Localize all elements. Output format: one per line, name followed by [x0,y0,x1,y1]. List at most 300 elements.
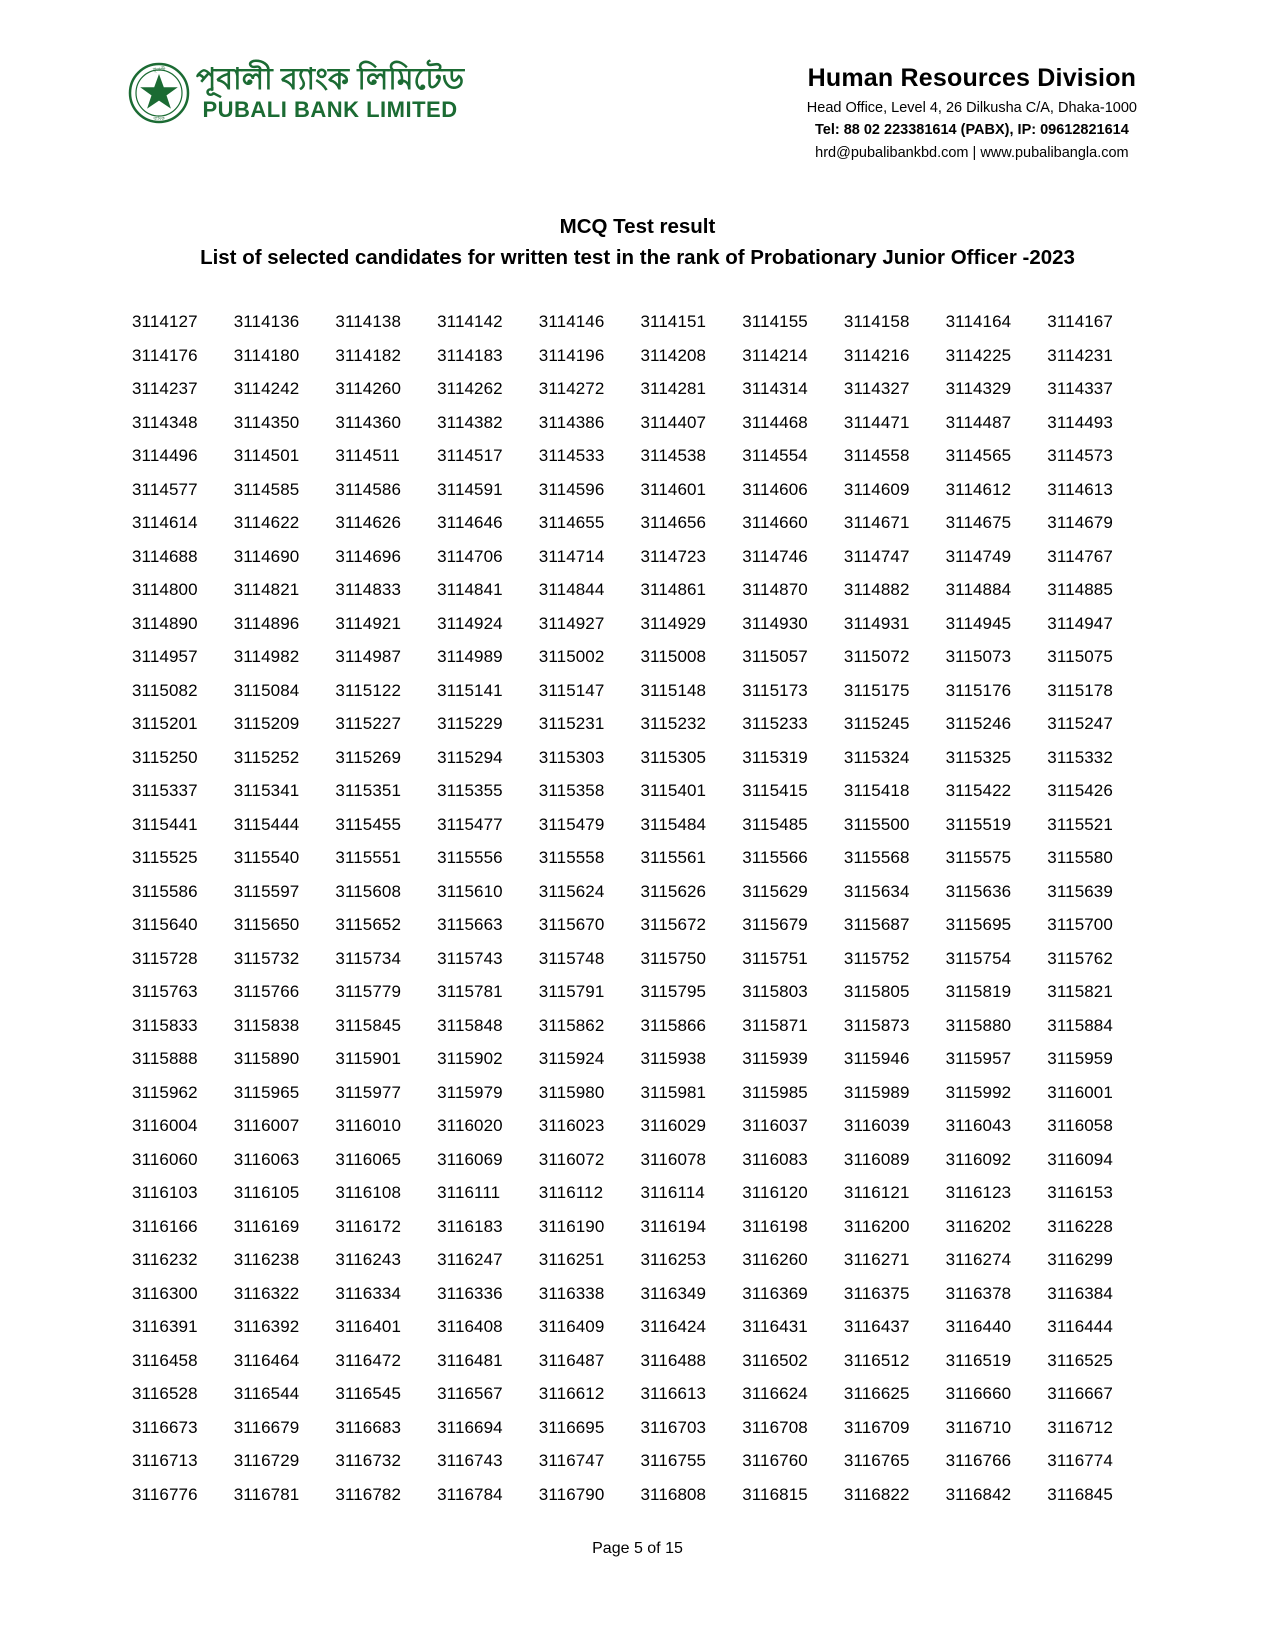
roll-number: 3115890 [233,1049,300,1069]
roll-number: 3116274 [945,1250,1012,1270]
roll-number: 3115626 [640,881,707,901]
roll-number: 3115422 [945,781,1012,801]
roll-number: 3115247 [1047,714,1113,734]
roll-number: 3114706 [437,546,503,566]
roll-number: 3116039 [843,1116,910,1136]
roll-number: 3116712 [1047,1417,1113,1437]
roll-number: 3115229 [437,714,503,734]
roll-number: 3116198 [742,1216,808,1236]
bank-logo [120,62,464,124]
roll-number: 3114586 [335,479,402,499]
roll-number: 3115351 [335,781,402,801]
roll-number: 3114272 [538,379,605,399]
roll-number: 3116774 [1047,1451,1113,1471]
roll-number: 3116094 [1047,1149,1113,1169]
roll-number: 3114565 [945,446,1012,466]
roll-number: 3115763 [132,982,198,1002]
roll-number: 3114688 [132,546,198,566]
page-subtitle: List of selected candidates for written test in the rank of Probationary Junior Officer -2023 [200,246,1075,270]
roll-number: 3115415 [742,781,808,801]
bank-logo-text [196,65,464,121]
roll-number: 3115232 [640,714,707,734]
roll-number: 3114930 [742,613,808,633]
roll-number: 3114844 [538,580,605,600]
roll-number: 3114896 [233,613,300,633]
roll-number: 3114471 [843,412,910,432]
roll-number: 3115610 [437,881,503,901]
roll-number: 3115341 [233,781,300,801]
roll-number: 3115985 [742,1082,808,1102]
roll-number: 3116253 [640,1250,707,1270]
roll-number: 3116103 [132,1183,198,1203]
roll-number: 3116784 [437,1484,503,1504]
bank-name-english: PUBALI BANK LIMITED [202,97,458,122]
page-footer [0,1540,1275,1558]
roll-number: 3114800 [132,580,198,600]
roll-number: 3114146 [538,312,605,332]
roll-number: 3114142 [437,312,503,332]
roll-number: 3115884 [1047,1015,1113,1035]
roll-number: 3115147 [538,680,605,700]
roll-number: 3116200 [843,1216,910,1236]
roll-number: 3116528 [132,1384,198,1404]
roll-number: 3115484 [640,814,707,834]
roll-number: 3115779 [335,982,402,1002]
roll-number: 3116300 [132,1283,198,1303]
roll-number: 3116612 [538,1384,605,1404]
roll-number: 3116625 [843,1384,910,1404]
roll-number: 3116121 [843,1183,910,1203]
roll-number: 3115231 [538,714,605,734]
roll-number: 3115444 [233,814,300,834]
roll-number: 3116065 [335,1149,402,1169]
roll-number: 3115732 [233,948,300,968]
roll-number: 3115624 [538,881,605,901]
roll-number: 3116747 [538,1451,605,1471]
roll-number: 3116766 [945,1451,1012,1471]
roll-number: 3116781 [233,1484,300,1504]
roll-number: 3115540 [233,848,300,868]
roll-number: 3114655 [538,513,605,533]
roll-number: 3116004 [132,1116,198,1136]
roll-number: 3116114 [640,1183,705,1203]
roll-number: 3114127 [132,312,198,332]
roll-number: 3116703 [640,1417,707,1437]
roll-number: 3114656 [640,513,707,533]
roll-number: 3114517 [437,446,503,466]
roll-number: 3114622 [233,513,300,533]
svg-text:পূবালী: পূবালী [152,67,166,73]
roll-number: 3116112 [538,1183,604,1203]
roll-number: 3115977 [335,1082,402,1102]
roll-number: 3116695 [538,1417,605,1437]
roll-number: 3114493 [1047,412,1113,432]
roll-number: 3115751 [742,948,808,968]
roll-number: 3115679 [742,915,808,935]
roll-number: 3116502 [742,1350,808,1370]
roll-number: 3114821 [233,580,300,600]
roll-number: 3114242 [233,379,300,399]
roll-number: 3114183 [437,345,503,365]
roll-number: 3115227 [335,714,402,734]
roll-number: 3114924 [437,613,503,633]
roll-number: 3116271 [843,1250,910,1270]
roll-number: 3116815 [742,1484,808,1504]
roll-number: 3115002 [538,647,605,667]
roll-number: 3116842 [945,1484,1012,1504]
roll-number: 3116060 [132,1149,198,1169]
roll-number: 3116072 [538,1149,605,1169]
roll-number: 3114231 [1047,345,1113,365]
roll-number: 3116743 [437,1451,503,1471]
roll-number: 3114746 [742,546,808,566]
roll-number: 3116069 [437,1149,503,1169]
roll-number: 3116001 [1047,1082,1113,1102]
roll-number: 3115981 [640,1082,707,1102]
roll-number: 3114350 [233,412,300,432]
roll-number: 3116105 [233,1183,300,1203]
roll-number: 3116260 [742,1250,808,1270]
roll-number: 3116228 [1047,1216,1113,1236]
roll-number: 3116624 [742,1384,808,1404]
roll-number: 3114591 [437,479,503,499]
roll-number: 3115845 [335,1015,402,1035]
roll-number: 3116369 [742,1283,808,1303]
roll-number: 3116481 [437,1350,503,1370]
roll-number: 3115663 [437,915,503,935]
roll-number: 3114337 [1047,379,1113,399]
roll-number: 3116299 [1047,1250,1113,1270]
roll-number: 3115355 [437,781,503,801]
roll-number: 3116183 [437,1216,503,1236]
roll-number: 3114982 [233,647,300,667]
roll-number: 3116153 [1047,1183,1113,1203]
roll-number: 3116431 [742,1317,808,1337]
roll-number: 3116409 [538,1317,605,1337]
roll-number: 3116375 [843,1283,910,1303]
roll-number: 3116488 [640,1350,707,1370]
roll-number: 3116544 [233,1384,300,1404]
roll-number: 3116732 [335,1451,402,1471]
roll-number: 3114327 [843,379,910,399]
roll-number: 3116458 [132,1350,198,1370]
roll-number: 3114501 [233,446,300,466]
roll-number: 3116384 [1047,1283,1113,1303]
roll-number: 3115862 [538,1015,605,1035]
roll-number: 3115636 [945,881,1012,901]
svg-text:ব্যাংক: ব্যাংক [153,116,165,122]
roll-number: 3114646 [437,513,503,533]
roll-number: 3114237 [132,379,198,399]
roll-number: 3114675 [945,513,1012,533]
roll-number: 3114348 [132,412,198,432]
roll-number: 3115250 [132,747,198,767]
roll-number: 3115233 [742,714,808,734]
roll-number: 3116334 [335,1283,402,1303]
roll-number: 3116708 [742,1417,808,1437]
roll-number: 3114164 [945,312,1012,332]
roll-number: 3115303 [538,747,605,767]
roll-number: 3115848 [437,1015,503,1035]
roll-number: 3114176 [132,345,198,365]
roll-number: 3115902 [437,1049,503,1069]
roll-number: 3115989 [843,1082,910,1102]
roll-number: 3114180 [233,345,300,365]
document-titles [120,215,1155,270]
roll-number: 3114281 [640,379,707,399]
roll-number: 3116713 [132,1451,198,1471]
roll-number: 3114841 [437,580,503,600]
roll-number: 3114573 [1047,446,1113,466]
roll-number: 3114931 [843,613,910,633]
roll-number: 3116525 [1047,1350,1113,1370]
roll-number: 3115965 [233,1082,300,1102]
roll-number: 3115485 [742,814,808,834]
roll-number: 3115734 [335,948,402,968]
roll-number: 3116338 [538,1283,605,1303]
roll-number: 3116710 [945,1417,1012,1437]
roll-number: 3115073 [945,647,1012,667]
roll-number: 3115670 [538,915,605,935]
roll-number: 3115519 [945,814,1012,834]
roll-number: 3116613 [640,1384,707,1404]
roll-number: 3116567 [437,1384,503,1404]
roll-number: 3114987 [335,647,402,667]
roll-number: 3116673 [132,1417,198,1437]
roll-number: 3116247 [437,1250,503,1270]
roll-number: 3115141 [437,680,503,700]
roll-number: 3114690 [233,546,300,566]
roll-number: 3115173 [742,680,808,700]
roll-number: 3115728 [132,948,198,968]
roll-number: 3114861 [640,580,707,600]
roll-number: 3116545 [335,1384,402,1404]
roll-number: 3115479 [538,814,605,834]
roll-number: 3114671 [843,513,910,533]
pubali-bank-star-icon [128,62,190,124]
page-number-label: Page 5 of 15 [592,1540,683,1557]
roll-number: 3115748 [538,948,605,968]
roll-number: 3114577 [132,479,198,499]
roll-number: 3114609 [843,479,910,499]
roll-number: 3114947 [1047,613,1113,633]
roll-number: 3115325 [945,747,1012,767]
roll-number: 3116010 [335,1116,402,1136]
roll-number: 3115057 [742,647,808,667]
roll-number: 3116679 [233,1417,300,1437]
roll-number: 3115580 [1047,848,1113,868]
roll-number: 3115269 [335,747,402,767]
roll-number: 3115561 [640,848,707,868]
roll-number: 3114496 [132,446,198,466]
roll-number: 3114196 [538,345,605,365]
roll-number: 3114767 [1047,546,1113,566]
roll-number: 3116007 [233,1116,300,1136]
roll-number: 3116058 [1047,1116,1113,1136]
roll-number: 3115418 [843,781,910,801]
roll-number: 3114885 [1047,580,1113,600]
roll-number: 3116660 [945,1384,1012,1404]
roll-number: 3115962 [132,1082,198,1102]
roll-number: 3114606 [742,479,808,499]
roll-number: 3115201 [132,714,198,734]
roll-number: 3114407 [640,412,707,432]
roll-number: 3114890 [132,613,198,633]
roll-number: 3115743 [437,948,503,968]
roll-number: 3116108 [335,1183,402,1203]
roll-number: 3116063 [233,1149,300,1169]
roll-number: 3116169 [233,1216,300,1236]
roll-number: 3115148 [640,680,707,700]
roll-number: 3116378 [945,1283,1012,1303]
roll-number: 3114989 [437,647,503,667]
roll-number: 3114749 [945,546,1012,566]
roll-number: 3115082 [132,680,198,700]
roll-number: 3115122 [335,680,402,700]
roll-number: 3115337 [132,781,198,801]
roll-number: 3114596 [538,479,605,499]
roll-number: 3115324 [843,747,910,767]
roll-number: 3115871 [742,1015,808,1035]
roll-number: 3114626 [335,513,402,533]
roll-number: 3116464 [233,1350,300,1370]
office-contact: Tel: 88 02 223381614 (PABX), IP: 09612821614 [814,122,1129,139]
roll-number: 3116243 [335,1250,402,1270]
roll-number: 3116437 [843,1317,910,1337]
roll-number: 3116172 [335,1216,402,1236]
roll-number: 3114214 [742,345,808,365]
roll-number: 3114945 [945,613,1012,633]
roll-number: 3116190 [538,1216,605,1236]
roll-number: 3114225 [945,345,1012,365]
roll-number: 3115566 [742,848,808,868]
roll-number: 3116808 [640,1484,707,1504]
roll-number: 3114747 [843,546,910,566]
roll-number: 3116694 [437,1417,503,1437]
roll-number: 3114882 [843,580,910,600]
roll-number: 3115650 [233,915,300,935]
roll-number: 3115980 [538,1082,605,1102]
roll-number: 3116683 [335,1417,402,1437]
roll-number: 3114262 [437,379,503,399]
roll-number: 3116391 [132,1317,198,1337]
roll-number: 3114870 [742,580,808,600]
roll-number: 3115803 [742,982,808,1002]
roll-number: 3115294 [437,747,503,767]
roll-number: 3115766 [233,982,300,1002]
roll-number: 3114585 [233,479,300,499]
roll-number: 3114558 [843,446,910,466]
roll-number: 3115008 [640,647,707,667]
roll-number: 3114487 [945,412,1012,432]
roll-number: 3116790 [538,1484,605,1504]
roll-number: 3115332 [1047,747,1113,767]
roll-number: 3116845 [1047,1484,1113,1504]
roll-number: 3114613 [1047,479,1113,499]
roll-number: 3115500 [843,814,910,834]
roll-number: 3116037 [742,1116,808,1136]
roll-number: 3115695 [945,915,1012,935]
roll-number: 3115888 [132,1049,198,1069]
roll-number: 3116349 [640,1283,707,1303]
roll-number: 3114158 [843,312,910,332]
roll-number: 3115072 [843,647,910,667]
roll-number: 3114927 [538,613,605,633]
roll-number: 3115401 [640,781,707,801]
roll-number: 3115629 [742,881,808,901]
roll-number: 3115246 [945,714,1012,734]
roll-number: 3114329 [945,379,1012,399]
roll-number: 3115805 [843,982,910,1002]
roll-number: 3115959 [1047,1049,1113,1069]
roll-number: 3114314 [742,379,808,399]
roll-number: 3116667 [1047,1384,1113,1404]
roll-number: 3115795 [640,982,707,1002]
roll-number: 3115477 [437,814,503,834]
roll-number: 3115426 [1047,781,1113,801]
roll-number: 3114511 [335,446,400,466]
roll-number: 3114554 [742,446,808,466]
roll-number: 3114260 [335,379,402,399]
roll-number: 3116089 [843,1149,910,1169]
roll-number: 3114601 [640,479,707,499]
roll-number: 3116238 [233,1250,300,1270]
roll-number: 3115901 [335,1049,402,1069]
roll-number: 3115551 [335,848,402,868]
roll-number: 3115176 [945,680,1012,700]
roll-number: 3116043 [945,1116,1012,1136]
roll-number: 3115750 [640,948,707,968]
office-address: Head Office, Level 4, 26 Dilkusha C/A, Dhaka-1000 [806,99,1137,116]
roll-number: 3116755 [640,1451,707,1471]
roll-number: 3116251 [538,1250,605,1270]
roll-number: 3116166 [132,1216,198,1236]
roll-number: 3115639 [1047,881,1113,901]
roll-number: 3115687 [843,915,910,935]
roll-number: 3115957 [945,1049,1012,1069]
division-contact-block [807,62,1155,163]
roll-number: 3115833 [132,1015,198,1035]
roll-number: 3115946 [843,1049,910,1069]
roll-number: 3116111 [437,1183,501,1203]
roll-number: 3115525 [132,848,198,868]
division-title: Human Resources Division [807,64,1137,92]
document-header [120,48,1155,163]
roll-number-grid [120,312,1155,1505]
roll-number: 3116194 [640,1216,707,1236]
roll-number: 3114884 [945,580,1012,600]
office-email-website: hrd@pubalibankbd.com | www.pubalibangla.com [815,144,1129,161]
roll-number: 3116760 [742,1451,808,1471]
roll-number: 3115634 [843,881,910,901]
roll-number: 3116512 [843,1350,910,1370]
roll-number: 3116822 [843,1484,910,1504]
roll-number: 3115209 [233,714,300,734]
roll-number: 3114151 [640,312,707,332]
roll-number: 3116401 [335,1317,402,1337]
roll-number: 3116424 [640,1317,707,1337]
roll-number: 3115521 [1047,814,1113,834]
roll-number: 3114216 [843,345,910,365]
roll-number: 3114921 [335,613,402,633]
roll-number: 3115873 [843,1015,910,1035]
roll-number: 3115305 [640,747,707,767]
roll-number: 3116444 [1047,1317,1113,1337]
roll-number: 3115838 [233,1015,300,1035]
roll-number: 3116440 [945,1317,1012,1337]
roll-number: 3115939 [742,1049,808,1069]
roll-number: 3115319 [742,747,808,767]
